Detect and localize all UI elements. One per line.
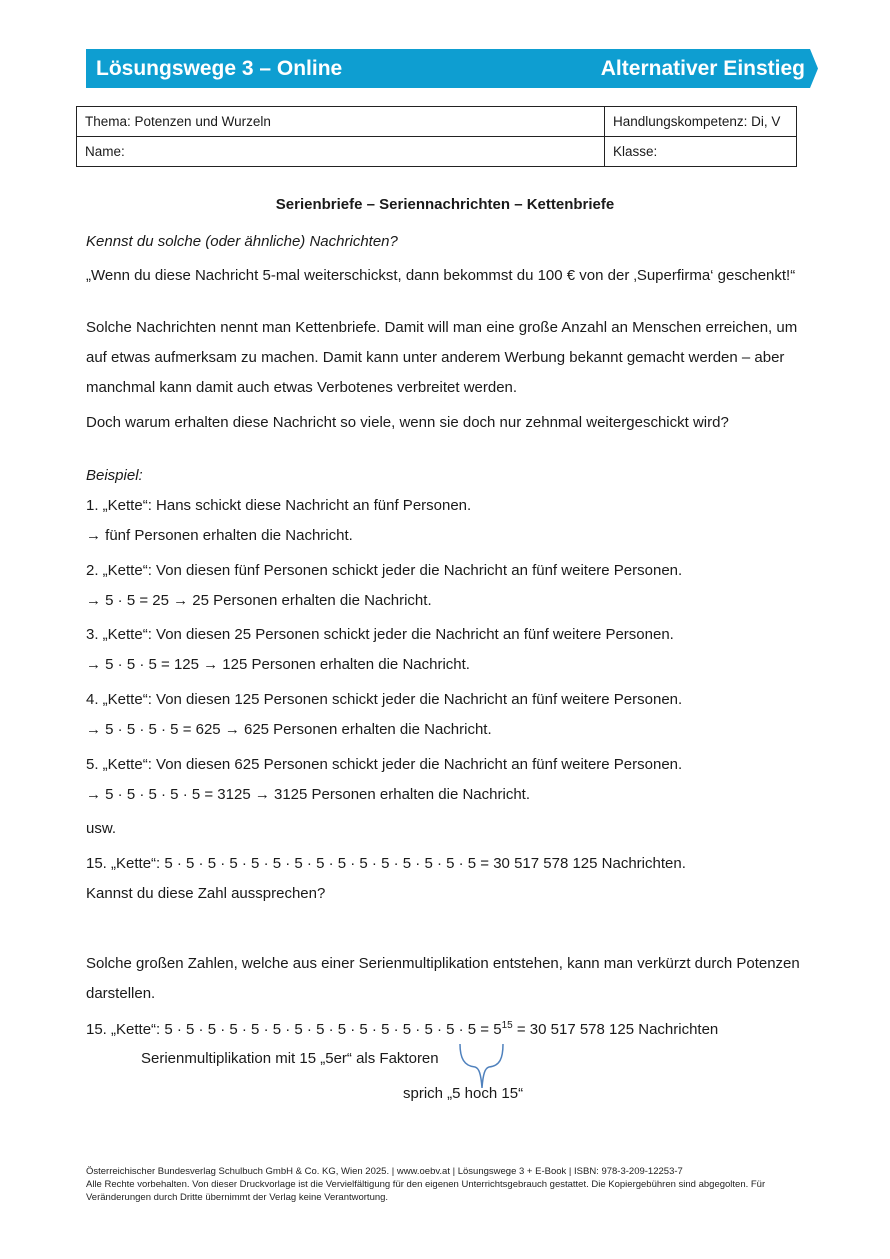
chain-step-line: 3. „Kette“: Von diesen 25 Personen schickt jeder die Nachricht an fünf weitere Personen. bbox=[86, 626, 674, 643]
header-left-title: Lösungswege 3 – Online bbox=[96, 57, 343, 80]
paragraph-line: auf etwas aufmerksam zu machen. Damit kann unter anderem Werbung bekannt gemacht werden – aber bbox=[86, 349, 785, 366]
info-table bbox=[76, 106, 797, 167]
footer-line: Alle Rechte vorbehalten. Von dieser Druckvorlage ist die Vervielfältigung für den eigenen Unterrichtsgebrauch gestattet. Die Kopiergebühren sind abgegolten. Für bbox=[86, 1179, 766, 1190]
klasse-cell: Klasse: bbox=[605, 137, 797, 167]
page-title: Serienbriefe – Seriennachrichten – Kettenbriefe bbox=[275, 196, 615, 213]
power-suffix: = 30 517 578 125 Nachrichten bbox=[512, 1021, 719, 1038]
chain-step-result: → 5 · 5 · 5 · 5 · 5 = 3125 → 3125 Personen erhalten die Nachricht. bbox=[86, 786, 530, 803]
beispiel-label: Beispiel: bbox=[86, 467, 143, 484]
paragraph-line: Solche großen Zahlen, welche aus einer Serienmultiplikation entstehen, kann man verkürzt durch Potenzen bbox=[86, 955, 800, 972]
sprich-label: sprich „5 hoch 15“ bbox=[403, 1085, 524, 1102]
chain15-text: 15. „Kette“: 5 · 5 · 5 · 5 · 5 · 5 · 5 · 5 · 5 · 5 · 5 · 5 · 5 · 5 · 5 = 30 517 578 125 Nachrichten. bbox=[86, 855, 686, 872]
chain-step-line: 2. „Kette“: Von diesen fünf Personen schickt jeder die Nachricht an fünf weitere Personen. bbox=[86, 562, 683, 579]
question-aussprechen: Kannst du diese Zahl aussprechen? bbox=[86, 885, 326, 902]
header-banner bbox=[86, 49, 818, 88]
paragraph-line: darstellen. bbox=[86, 985, 156, 1002]
chain-step-line: 4. „Kette“: Von diesen 125 Personen schickt jeder die Nachricht an fünf weitere Personen. bbox=[86, 691, 683, 708]
footer-line: Veränderungen durch Dritte übernimmt der Verlag keine Verantwortung. bbox=[86, 1192, 389, 1203]
quote-text: „Wenn du diese Nachricht 5-mal weiterschickst, dann bekommst du 100 € von der ‚Superfirma‘ geschenkt!“ bbox=[86, 267, 796, 284]
paragraph-line: Doch warum erhalten diese Nachricht so viele, wenn sie doch nur zehnmal weitergeschickt wird? bbox=[86, 414, 729, 431]
header-right-title: Alternativer Einstieg bbox=[600, 57, 805, 80]
paragraph-line: Solche Nachrichten nennt man Kettenbriefe. Damit will man eine große Anzahl an Menschen erreichen, um bbox=[86, 319, 798, 336]
brace-shape bbox=[457, 1042, 505, 1090]
paragraph-line: manchmal kann damit auch etwas Verbotenes verbreitet werden. bbox=[86, 379, 518, 396]
chain-step-line: 5. „Kette“: Von diesen 625 Personen schickt jeder die Nachricht an fünf weitere Personen. bbox=[86, 756, 683, 773]
chain-step-result: → 5 · 5 = 25 → 25 Personen erhalten die Nachricht. bbox=[86, 592, 432, 609]
kompetenz-cell: Handlungskompetenz: Di, V bbox=[605, 107, 797, 137]
power-exponent: 15 bbox=[501, 1020, 513, 1031]
footer bbox=[86, 1165, 786, 1204]
chain-step-result: → 5 · 5 · 5 · 5 = 625 → 625 Personen erhalten die Nachricht. bbox=[86, 721, 492, 738]
power-equation bbox=[86, 1020, 718, 1038]
power-base: 5 bbox=[493, 1021, 502, 1038]
question-text: Kennst du solche (oder ähnliche) Nachrichten? bbox=[86, 233, 398, 250]
usw-text: usw. bbox=[86, 820, 117, 837]
chain-step-result: → 5 · 5 · 5 = 125 → 125 Personen erhalten die Nachricht. bbox=[86, 656, 470, 673]
chain-step-result: → fünf Personen erhalten die Nachricht. bbox=[86, 527, 353, 544]
footer-line: Österreichischer Bundesverlag Schulbuch GmbH & Co. KG, Wien 2025. | www.oebv.at | Lösungswege 3 + E-Book | ISBN: 978-3-209-12253-7 bbox=[86, 1166, 683, 1177]
name-cell: Name: bbox=[77, 137, 605, 167]
power-prefix: 15. „Kette“: 5 · 5 · 5 · 5 · 5 · 5 · 5 · 5 · 5 · 5 · 5 · 5 · 5 · 5 · 5 = bbox=[86, 1021, 494, 1038]
chain-step-line: 1. „Kette“: Hans schickt diese Nachricht an fünf Personen. bbox=[86, 497, 472, 514]
thema-cell: Thema: Potenzen und Wurzeln bbox=[77, 107, 605, 137]
serien-label: Serienmultiplikation mit 15 „5er“ als Faktoren bbox=[141, 1050, 439, 1067]
